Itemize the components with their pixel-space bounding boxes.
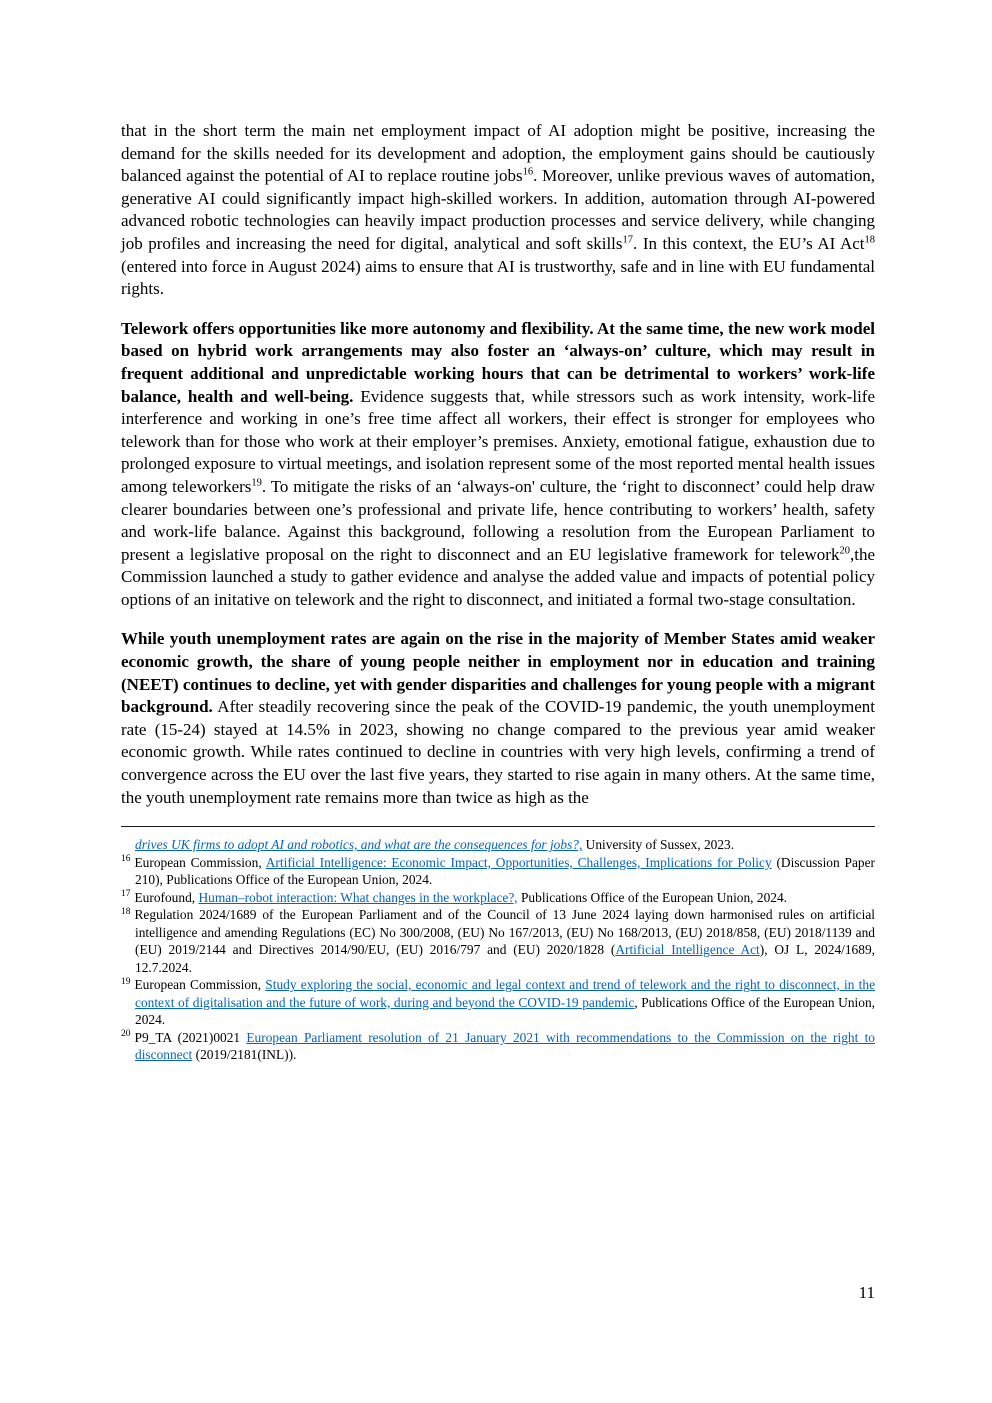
footnote-16	[121, 854, 875, 889]
text-run: ,the Commission launched a study to gather evidence and analyse the added value and impacts of potential policy options of an initative on telework and the right to disconnect, and initiated a formal two-stage consultation.	[121, 544, 875, 609]
hyperlink[interactable]: European Parliament resolution of 21 January 2021 with recommendations to the Commission on the right to disconnect	[135, 1029, 875, 1063]
hyperlink[interactable]: Artificial Intelligence Act	[615, 942, 760, 958]
text-run: After steadily recovering since the peak of the COVID-19 pandemic, the youth unemployment rate (15-24) stayed at 14.5% in 2023, showing no change compared to the previous year amid weaker economic growth. While rates continued to decline in countries with very high levels, confirming a trend of convergence across the EU over the last five years, they started to rise again in many others. At the same time, the youth unemployment rate remains more than twice as high as the	[121, 697, 875, 807]
hyperlink[interactable]: Human–robot interaction: What changes in the workplace?,	[198, 889, 518, 905]
text-run: (Discussion Paper 210), Publications Office of the European Union, 2024.	[135, 854, 875, 888]
footnote-19	[121, 976, 875, 1029]
text-run: , Publications Office of the European Union, 2024.	[135, 994, 875, 1028]
text-run: . To mitigate the risks of an ‘always-on' culture, the ‘right to disconnect’ could help draw clearer boundaries between one’s professional and private life, hence contributing to workers’ health, safety and work-life balance. Against this background, following a resolution from the European Parliament to present a legislative proposal on the right to disconnect and an EU legislative framework for telework	[121, 476, 875, 564]
footnote-number: 17	[121, 889, 131, 900]
bold-text-run: While youth unemployment rates are again on the rise in the majority of Member States amid weaker economic growth, the share of young people neither in employment nor in education and training (NEET) continues to decline, yet with gender disparities and challenges for young people with a migrant background.	[121, 629, 875, 717]
text-run: ), OJ L, 2024/1689, 12.7.2024.	[135, 942, 875, 975]
text-run: that in the short term the main net employment impact of AI adoption might be positive, increasing the demand for the skills needed for its development and adoption, the employment gains should be cautiously balanced against the potential of AI to replace routine jobs	[121, 121, 875, 186]
footnote-ref: 20	[839, 545, 850, 557]
bold-text-run: Telework offers opportunities like more autonomy and flexibility. At the same time, the new work model based on hybrid work arrangements may also foster an ‘always-on’ culture, which may result in frequent additional and unpredictable working hours that can be detrimental to workers’ work-life balance, health and well-being.	[121, 318, 875, 406]
text-run: Eurofound,	[134, 889, 199, 905]
text-run: University of Sussex, 2023.	[582, 837, 735, 853]
paragraph-3	[121, 628, 875, 809]
text-run: Evidence suggests that, while stressors such as work intensity, work-life interference and working in one’s free time affect all workers, their effect is stronger for employees who telework than for those who work at their employer’s premises. Anxiety, emotional fatigue, exhaustion due to prolonged exposure to virtual meetings, and isolation represent some of the most reported mental health issues among teleworkers	[121, 386, 875, 496]
page-number: 11	[858, 1283, 875, 1302]
paragraph-1	[121, 120, 875, 301]
body-text-block	[121, 120, 875, 809]
text-run: European Commission,	[134, 854, 266, 870]
text-run: P9_TA (2021)0021	[134, 1029, 247, 1045]
footnote-separator	[121, 826, 875, 827]
paragraph-2	[121, 318, 875, 612]
text-run: European Commission,	[134, 977, 266, 993]
footnote-number: 16	[121, 854, 131, 865]
footnote-ref: 18	[864, 234, 876, 246]
footnote-number: 19	[121, 976, 131, 987]
text-run: Regulation 2024/1689 of the European Parliament and of the Council of 13 June 2024 laying down harmonised rules on artificial intelligence and amending Regulations (EC) No 300/2008, (EU) No 167/2013, (EU) No 168/2013, (EU) 2018/858, (EU) 2018/1139 and (EU) 2019/2144 and Directives 2014/90/EU, (EU) 2016/797 and (EU) 2020/1828 (	[134, 907, 875, 958]
hyperlink[interactable]: drives UK firms to adopt AI and robotics, and what are the consequences for jobs?,	[135, 837, 583, 853]
footnote-number: 20	[121, 1029, 131, 1040]
hyperlink[interactable]: Artificial Intelligence: Economic Impact, Opportunities, Challenges, Implications for Policy	[265, 854, 772, 870]
text-run: (entered into force in August 2024) aims to ensure that AI is trustworthy, safe and in line with EU fundamental rights.	[121, 256, 875, 299]
footnotes-section	[121, 826, 875, 1064]
footnote-continuation	[121, 836, 875, 854]
text-run: . In this context, the EU’s AI Act	[633, 233, 865, 253]
text-run: Publications Office of the European Union, 2024.	[517, 889, 788, 905]
hyperlink[interactable]: Study exploring the social, economic and legal context and trend of telework and the right to disconnect, in the context of digitalisation and the future of work, during and beyond the COVID-19 pandemic	[135, 977, 876, 1010]
footnote-ref: 16	[522, 166, 534, 178]
footnote-18	[121, 906, 875, 976]
text-run: (2019/2181(INL)).	[192, 1047, 297, 1063]
footnote-ref: 17	[622, 234, 634, 246]
footnote-17	[121, 889, 875, 907]
text-run: . Moreover, unlike previous waves of automation, generative AI could significantly impact high-skilled workers. In addition, automation through AI-powered advanced robotic technologies can heavily impact production processes and service delivery, while changing job profiles and increasing the need for digital, analytical and soft skills	[121, 166, 875, 253]
footnote-ref: 19	[251, 477, 262, 489]
footnote-number: 18	[121, 906, 131, 917]
footnote-20	[121, 1029, 875, 1064]
